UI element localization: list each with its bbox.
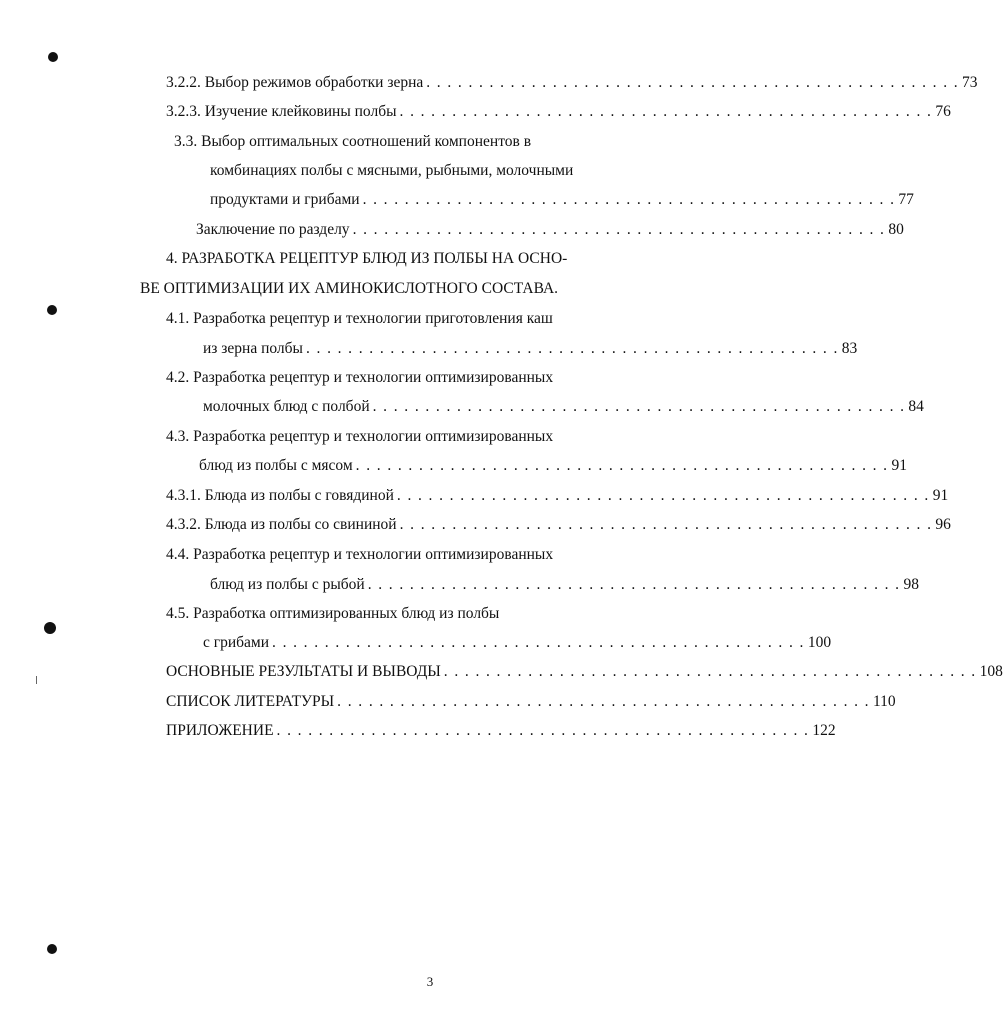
scan-mark [36, 676, 37, 684]
toc-entry-references[interactable]: СПИСОК ЛИТЕРАТУРЫ . . . . . . . . . . . . . . . . . . . . . . . . . . . . . . . . . . . . . . . . . . . . . . . . . . . 110 [166, 693, 896, 710]
toc-entry-4-4[interactable]: 4.4. Разработка рецептур и технологии оптимизированных [166, 546, 554, 563]
toc-entry-4-4-end[interactable]: блюд из полбы с рыбой . . . . . . . . . . . . . . . . . . . . . . . . . . . . . . . . . . . . . . . . . . . . . . . . . . . 98 [210, 576, 919, 593]
page-number: 3 [426, 974, 434, 989]
toc-entry-4-3[interactable]: 4.3. Разработка рецептур и технологии оптимизированных [166, 428, 554, 445]
toc-entry-3-3-cont: комбинациях полбы с мясными, рыбными, молочными [210, 162, 574, 179]
toc-entry-4-2[interactable]: 4.2. Разработка рецептур и технологии оптимизированных [166, 369, 554, 386]
toc-entry-4-3-2[interactable]: 4.3.2. Блюда из полбы со свининой . . . . . . . . . . . . . . . . . . . . . . . . . . . . . . . . . . . . . . . . . . . . . . . . . . . 96 [166, 516, 951, 533]
toc-entry-4[interactable]: 4. РАЗРАБОТКА РЕЦЕПТУР БЛЮД ИЗ ПОЛБЫ НА ОСНО- [166, 250, 568, 267]
toc-entry-3-3-end[interactable]: продуктами и грибами . . . . . . . . . . . . . . . . . . . . . . . . . . . . . . . . . . . . . . . . . . . . . . . . . . . 77 [210, 191, 914, 208]
toc-entry-4-2-end[interactable]: молочных блюд с полбой . . . . . . . . . . . . . . . . . . . . . . . . . . . . . . . . . . . . . . . . . . . . . . . . . . . 84 [203, 398, 924, 415]
toc-entry-4-1[interactable]: 4.1. Разработка рецептур и технологии приготовления каш [166, 310, 553, 327]
binder-hole [47, 305, 57, 315]
toc-entry-3-3[interactable]: 3.3. Выбор оптимальных соотношений компонентов в [174, 133, 532, 150]
toc-entry-4-cont: ВЕ ОПТИМИЗАЦИИ ИХ АМИНОКИСЛОТНОГО СОСТАВА. [140, 280, 559, 297]
toc-entry-4-3-1[interactable]: 4.3.1. Блюда из полбы с говядиной . . . . . . . . . . . . . . . . . . . . . . . . . . . . . . . . . . . . . . . . . . . . . . . . . . . 91 [166, 487, 949, 504]
toc-entry-4-5[interactable]: 4.5. Разработка оптимизированных блюд из полбы [166, 605, 500, 622]
toc-entry-conclusion[interactable]: Заключение по разделу . . . . . . . . . . . . . . . . . . . . . . . . . . . . . . . . . . . . . . . . . . . . . . . . . . . 80 [196, 221, 904, 238]
binder-hole [47, 944, 57, 954]
toc-entry-appendix[interactable]: ПРИЛОЖЕНИЕ . . . . . . . . . . . . . . . . . . . . . . . . . . . . . . . . . . . . . . . . . . . . . . . . . . . 122 [166, 722, 836, 739]
toc-entry-3-2-2[interactable]: 3.2.2. Выбор режимов обработки зерна . . . . . . . . . . . . . . . . . . . . . . . . . . . . . . . . . . . . . . . . . . . . . . . . . . . 73 [166, 74, 978, 91]
toc-entry-results[interactable]: ОСНОВНЫЕ РЕЗУЛЬТАТЫ И ВЫВОДЫ . . . . . . . . . . . . . . . . . . . . . . . . . . . . . . . . . . . . . . . . . . . . . . . . . . . 108 [166, 663, 1003, 680]
toc-entry-3-2-3[interactable]: 3.2.3. Изучение клейковины полбы . . . . . . . . . . . . . . . . . . . . . . . . . . . . . . . . . . . . . . . . . . . . . . . . . . . 76 [166, 103, 951, 120]
toc-entry-4-5-end[interactable]: с грибами . . . . . . . . . . . . . . . . . . . . . . . . . . . . . . . . . . . . . . . . . . . . . . . . . . . 100 [203, 634, 832, 651]
toc-entry-4-1-end[interactable]: из зерна полбы . . . . . . . . . . . . . . . . . . . . . . . . . . . . . . . . . . . . . . . . . . . . . . . . . . . 83 [203, 340, 858, 357]
binder-hole [48, 52, 58, 62]
binder-hole [44, 622, 56, 634]
toc-entry-4-3-end[interactable]: блюд из полбы с мясом . . . . . . . . . . . . . . . . . . . . . . . . . . . . . . . . . . . . . . . . . . . . . . . . . . . 91 [199, 457, 907, 474]
